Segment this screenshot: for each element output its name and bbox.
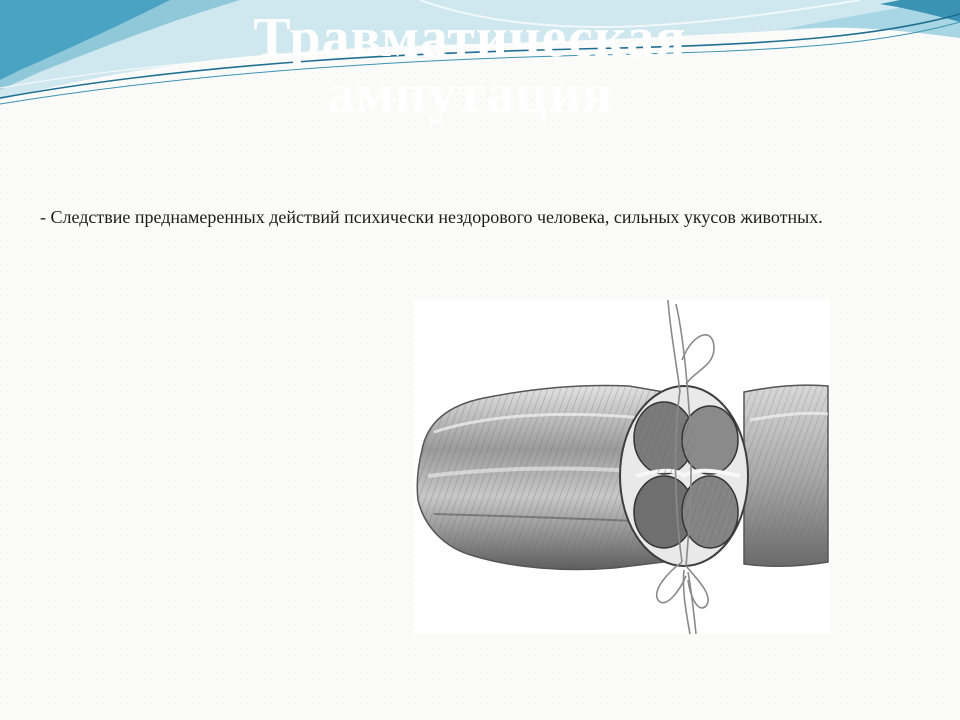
slide-title — [150, 7, 790, 125]
slide-title-line-2: ампутация — [326, 63, 614, 125]
slide-title-line-1: Травматическая — [253, 7, 687, 69]
amputation-illustration — [414, 300, 830, 634]
bullet-text: - Следствие преднамеренных действий психически нездорового человека, сильных укусов животных. — [40, 207, 823, 227]
limb-stump-drawing — [414, 300, 830, 634]
